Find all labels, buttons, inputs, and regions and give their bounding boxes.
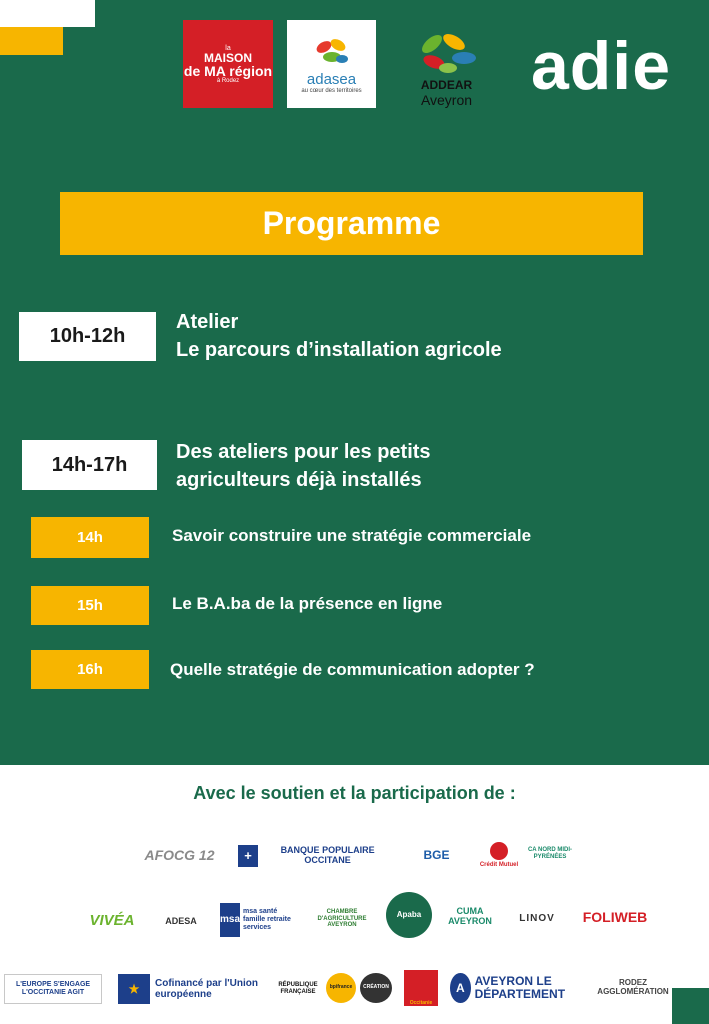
bpifrance-logo: bpifrance xyxy=(326,973,356,1003)
maison-de-ma-region-logo: la MAISON de MA région à Rodez xyxy=(183,20,273,108)
corner-decoration-white xyxy=(0,0,95,27)
credit-mutuel-logo: Crédit Mutuel xyxy=(479,835,519,875)
msa-icon: msa xyxy=(220,903,240,937)
workshop-title: Savoir construire une stratégie commerciale xyxy=(172,526,532,545)
workshop-hour: 15h xyxy=(31,586,149,625)
foliweb-logo: FOLIWEB xyxy=(582,909,648,926)
session1-time: 10h-12h xyxy=(19,312,156,361)
workshop-hour: 14h xyxy=(31,517,149,558)
addear-aveyron-logo: ADDEAR Aveyron xyxy=(389,20,504,108)
linov-logo: LINOV xyxy=(519,912,555,924)
session1-title: Atelier Le parcours d’installation agricole xyxy=(176,311,502,361)
vivea-logo: VIVÉA xyxy=(89,911,135,929)
adie-logo: adie xyxy=(530,28,672,104)
session2-time: 14h-17h xyxy=(22,440,157,490)
creation-logo: CRÉATION xyxy=(360,973,392,1003)
adasea-logo: adasea au cœur des territoires xyxy=(287,20,376,108)
rodez-agglomeration-logo: RODEZ AGGLOMÉRATION xyxy=(597,978,669,996)
banque-populaire-icon: + xyxy=(238,845,258,867)
cuma-logo: CUMA AVEYRON xyxy=(448,906,492,926)
europe-occitanie-logo: L'EUROPE S'ENGAGE L'OCCITANIE AGIT xyxy=(4,974,102,1004)
banque-populaire-logo: + BANQUE POPULAIRE OCCITANE xyxy=(238,840,393,872)
corner-decoration-green xyxy=(672,988,709,1024)
aveyron-departement-logo: A AVEYRON LE DÉPARTEMENT xyxy=(450,970,592,1006)
apaba-logo: Apaba xyxy=(386,892,432,938)
adasea-flower-icon xyxy=(312,35,352,71)
chambre-agriculture-logo: CHAMBRE D'AGRICULTURE AVEYRON xyxy=(317,909,367,929)
afocg-logo: AFOCG 12 xyxy=(144,847,215,864)
eu-flag-icon: ★ xyxy=(118,974,150,1004)
corner-decoration-yellow xyxy=(0,27,63,55)
union-europeenne-logo: ★ Cofinancé par l'Union européenne xyxy=(118,972,268,1006)
adesa-logo: ADESA xyxy=(165,916,197,927)
msa-logo: msa msa santé famille retraite services xyxy=(220,900,300,940)
support-heading: Avec le soutien et la participation de : xyxy=(193,783,516,803)
workshop-hour: 16h xyxy=(31,650,149,689)
aveyron-icon: A xyxy=(450,973,471,1003)
session2-title: Des ateliers pour les petits agriculteurs déjà installés xyxy=(176,441,431,491)
credit-mutuel-icon xyxy=(490,842,508,860)
addear-flower-icon xyxy=(412,30,482,78)
workshop-title: Quelle stratégie de communication adopter ? xyxy=(170,660,535,679)
programme-title: Programme xyxy=(60,192,643,255)
workshop-title: Le B.A.ba de la présence en ligne xyxy=(172,594,443,613)
credit-agricole-logo: CA NORD MIDI-PYRÉNÉES xyxy=(527,847,573,860)
occitanie-logo: Occitanie xyxy=(404,970,438,1006)
bge-logo: BGE xyxy=(423,848,450,863)
republique-francaise-logo: RÉPUBLIQUE FRANÇAISE xyxy=(278,982,318,995)
